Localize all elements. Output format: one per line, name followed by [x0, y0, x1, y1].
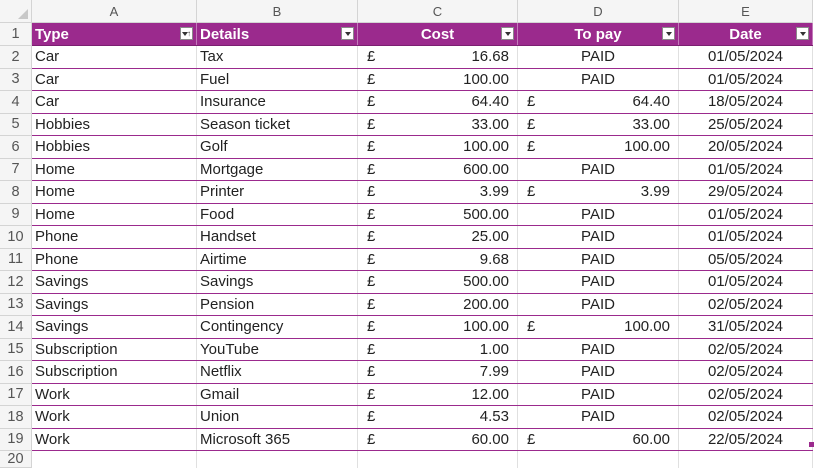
cell-type[interactable]: Car: [32, 91, 197, 114]
cost-amount: 60.00: [471, 430, 509, 448]
cost-amount: 100.00: [463, 138, 509, 155]
cell-cost[interactable]: [358, 113, 518, 136]
table-row: [0, 226, 813, 249]
empty-cell[interactable]: [32, 451, 197, 468]
currency-symbol: £: [367, 183, 376, 200]
cell-details[interactable]: Tax: [197, 46, 358, 69]
filter-arrow-icon: [800, 32, 806, 36]
row-number[interactable]: 16: [0, 361, 32, 384]
table-row: [0, 383, 813, 406]
row-number[interactable]: 4: [0, 91, 32, 114]
cell-date[interactable]: 29/05/2024: [679, 181, 813, 204]
cell-to-pay[interactable]: PAID: [518, 338, 679, 361]
currency-symbol: £: [367, 408, 376, 425]
row-number[interactable]: 12: [0, 271, 32, 294]
cell-details[interactable]: Insurance: [197, 91, 358, 114]
cell-details[interactable]: Microsoft 365: [197, 428, 358, 451]
currency-symbol: £: [527, 430, 536, 448]
column-header-d[interactable]: D: [518, 0, 679, 23]
cell-date[interactable]: 01/05/2024: [679, 46, 813, 69]
sort-ascending-icon: ↑: [187, 28, 191, 38]
cost-amount: 3.99: [479, 183, 509, 200]
currency-symbol: £: [367, 93, 376, 110]
cell-details[interactable]: Union: [197, 406, 358, 429]
cost-amount: 64.40: [471, 93, 509, 110]
cost-amount: 16.68: [471, 48, 509, 65]
table-row: [0, 316, 813, 339]
table-row: [0, 46, 813, 69]
select-all-triangle-icon: [18, 9, 28, 19]
cell-type[interactable]: Hobbies: [32, 113, 197, 136]
table-row: [0, 248, 813, 271]
cell-to-pay[interactable]: [518, 181, 679, 204]
currency-symbol: £: [367, 250, 376, 268]
cell-details[interactable]: YouTube: [197, 338, 358, 361]
cell-type[interactable]: Work: [32, 406, 197, 429]
row-number[interactable]: 20: [0, 451, 32, 468]
table-row: [0, 158, 813, 181]
cell-details[interactable]: Pension: [197, 293, 358, 316]
currency-symbol: £: [367, 48, 376, 65]
cost-amount: 1.00: [479, 340, 509, 358]
cost-amount: 4.53: [479, 408, 509, 425]
table-row: [0, 113, 813, 136]
cell-to-pay[interactable]: PAID: [518, 293, 679, 316]
cost-amount: 33.00: [471, 115, 509, 133]
row-number[interactable]: 8: [0, 181, 32, 204]
cell-details[interactable]: Fuel: [197, 68, 358, 91]
column-header-e[interactable]: E: [679, 0, 813, 23]
cost-amount: 500.00: [463, 273, 509, 290]
table-row: [0, 271, 813, 294]
cell-to-pay[interactable]: PAID: [518, 271, 679, 294]
cost-amount: 100.00: [463, 70, 509, 88]
cell-details[interactable]: Mortgage: [197, 158, 358, 181]
cost-amount: 25.00: [471, 228, 509, 245]
row-number[interactable]: 19: [0, 428, 32, 451]
row-number[interactable]: 5: [0, 113, 32, 136]
currency-symbol: £: [527, 183, 536, 200]
filter-button[interactable]: [796, 27, 809, 40]
to-pay-amount: 100.00: [624, 138, 670, 155]
filter-arrow-icon: [666, 32, 672, 36]
cell-type[interactable]: Home: [32, 181, 197, 204]
cell-to-pay[interactable]: PAID: [518, 383, 679, 406]
cell-date[interactable]: 01/05/2024: [679, 226, 813, 249]
cell-type[interactable]: Hobbies: [32, 136, 197, 159]
cell-date[interactable]: 05/05/2024: [679, 248, 813, 271]
cell-cost[interactable]: [358, 271, 518, 294]
empty-cell[interactable]: [358, 451, 518, 468]
row-number[interactable]: 7: [0, 158, 32, 181]
row-number[interactable]: 17: [0, 383, 32, 406]
cell-to-pay[interactable]: [518, 316, 679, 339]
cell-cost[interactable]: [358, 361, 518, 384]
to-pay-amount: 64.40: [632, 93, 670, 110]
cell-to-pay[interactable]: PAID: [518, 406, 679, 429]
cell-cost[interactable]: [358, 226, 518, 249]
row-number[interactable]: 2: [0, 46, 32, 69]
cell-cost[interactable]: [358, 293, 518, 316]
cell-type[interactable]: Phone: [32, 226, 197, 249]
column-header-a[interactable]: A: [32, 0, 197, 23]
to-pay-amount: 33.00: [632, 115, 670, 133]
cell-cost[interactable]: [358, 158, 518, 181]
currency-symbol: £: [527, 318, 536, 335]
row-number[interactable]: 14: [0, 316, 32, 339]
currency-symbol: £: [367, 115, 376, 133]
filter-arrow-icon: [505, 32, 511, 36]
header-type[interactable]: [32, 23, 197, 46]
cell-cost[interactable]: [358, 248, 518, 271]
cell-details[interactable]: Handset: [197, 226, 358, 249]
cell-to-pay[interactable]: [518, 136, 679, 159]
header-details-label: Details: [200, 25, 250, 43]
cell-type[interactable]: Car: [32, 68, 197, 91]
cost-amount: 500.00: [463, 205, 509, 223]
table-row: [0, 91, 813, 114]
currency-symbol: £: [527, 93, 536, 110]
currency-symbol: £: [367, 430, 376, 448]
cell-details[interactable]: Printer: [197, 181, 358, 204]
cell-cost[interactable]: [358, 181, 518, 204]
cost-amount: 12.00: [471, 385, 509, 403]
cell-type[interactable]: Phone: [32, 248, 197, 271]
cell-details[interactable]: Savings: [197, 271, 358, 294]
cell-type[interactable]: Work: [32, 383, 197, 406]
cell-date[interactable]: 22/05/2024: [679, 428, 813, 451]
currency-symbol: £: [367, 138, 376, 155]
table-row: [0, 361, 813, 384]
cell-details[interactable]: Contingency: [197, 316, 358, 339]
currency-symbol: £: [367, 70, 376, 88]
cell-details[interactable]: Netflix: [197, 361, 358, 384]
row-number[interactable]: 10: [0, 226, 32, 249]
to-pay-amount: 100.00: [624, 318, 670, 335]
cell-date[interactable]: 01/05/2024: [679, 68, 813, 91]
column-header-row: [0, 0, 813, 23]
cost-amount: 200.00: [463, 295, 509, 313]
cost-amount: 7.99: [479, 363, 509, 380]
sort-filter-button[interactable]: [180, 27, 193, 40]
cell-date[interactable]: 25/05/2024: [679, 113, 813, 136]
cell-cost[interactable]: [358, 68, 518, 91]
filter-button[interactable]: [341, 27, 354, 40]
cell-date[interactable]: 01/05/2024: [679, 158, 813, 181]
cell-to-pay[interactable]: PAID: [518, 68, 679, 91]
cell-date[interactable]: 02/05/2024: [679, 383, 813, 406]
currency-symbol: £: [367, 228, 376, 245]
cell-cost[interactable]: [358, 406, 518, 429]
currency-symbol: £: [367, 363, 376, 380]
cell-cost[interactable]: [358, 46, 518, 69]
row-number[interactable]: 6: [0, 136, 32, 159]
select-all-corner[interactable]: [0, 0, 32, 23]
cell-cost[interactable]: [358, 428, 518, 451]
header-cost-label: Cost: [420, 25, 455, 43]
currency-symbol: £: [367, 273, 376, 290]
cell-cost[interactable]: [358, 91, 518, 114]
header-type-label: Type: [35, 25, 69, 43]
currency-symbol: £: [367, 295, 376, 313]
cell-to-pay[interactable]: PAID: [518, 158, 679, 181]
cell-type[interactable]: Savings: [32, 271, 197, 294]
cell-to-pay[interactable]: PAID: [518, 248, 679, 271]
header-date[interactable]: [679, 23, 813, 46]
filter-button[interactable]: [501, 27, 514, 40]
cost-amount: 100.00: [463, 318, 509, 335]
cell-date[interactable]: 01/05/2024: [679, 271, 813, 294]
cell-to-pay[interactable]: PAID: [518, 361, 679, 384]
cell-details[interactable]: Gmail: [197, 383, 358, 406]
currency-symbol: £: [367, 385, 376, 403]
to-pay-amount: 60.00: [632, 430, 670, 448]
cell-cost[interactable]: [358, 383, 518, 406]
cell-type[interactable]: Savings: [32, 293, 197, 316]
header-date-label: Date: [729, 25, 762, 43]
cell-to-pay[interactable]: PAID: [518, 203, 679, 226]
row-number[interactable]: 11: [0, 248, 32, 271]
cell-date[interactable]: 20/05/2024: [679, 136, 813, 159]
table-row: [0, 181, 813, 204]
cell-cost[interactable]: [358, 338, 518, 361]
row-number[interactable]: 3: [0, 68, 32, 91]
table-row: [0, 451, 813, 468]
column-header-c[interactable]: C: [358, 0, 518, 23]
cell-date[interactable]: 18/05/2024: [679, 91, 813, 114]
currency-symbol: £: [367, 205, 376, 223]
cell-type[interactable]: Savings: [32, 316, 197, 339]
currency-symbol: £: [367, 318, 376, 335]
currency-symbol: £: [527, 138, 536, 155]
currency-symbol: £: [367, 160, 376, 178]
cell-details[interactable]: Season ticket: [197, 113, 358, 136]
cell-date[interactable]: 01/05/2024: [679, 203, 813, 226]
cell-type[interactable]: Home: [32, 158, 197, 181]
row-number[interactable]: 15: [0, 338, 32, 361]
header-cost[interactable]: [358, 23, 518, 46]
cell-to-pay[interactable]: [518, 91, 679, 114]
cell-to-pay[interactable]: PAID: [518, 46, 679, 69]
cost-amount: 9.68: [479, 250, 509, 268]
row-number[interactable]: 18: [0, 406, 32, 429]
empty-cell[interactable]: [679, 451, 813, 468]
row-number[interactable]: 9: [0, 203, 32, 226]
table-row: [0, 68, 813, 91]
cell-to-pay[interactable]: [518, 428, 679, 451]
currency-symbol: £: [367, 340, 376, 358]
cell-cost[interactable]: [358, 316, 518, 339]
column-header-b[interactable]: B: [197, 0, 358, 23]
cell-type[interactable]: Subscription: [32, 361, 197, 384]
table-row: [0, 338, 813, 361]
cell-to-pay[interactable]: PAID: [518, 226, 679, 249]
cell-date[interactable]: 02/05/2024: [679, 406, 813, 429]
currency-symbol: £: [527, 115, 536, 133]
table-header-row: [0, 23, 813, 46]
cell-details[interactable]: Golf: [197, 136, 358, 159]
cell-details[interactable]: Food: [197, 203, 358, 226]
row-number[interactable]: 1: [0, 23, 32, 46]
table-row: [0, 428, 813, 451]
filter-button[interactable]: [662, 27, 675, 40]
row-number[interactable]: 13: [0, 293, 32, 316]
header-to-pay[interactable]: [518, 23, 679, 46]
cell-type[interactable]: Home: [32, 203, 197, 226]
cell-type[interactable]: Subscription: [32, 338, 197, 361]
table-row: [0, 136, 813, 159]
table-row: [0, 203, 813, 226]
table-row: [0, 406, 813, 429]
cell-type[interactable]: Car: [32, 46, 197, 69]
header-details[interactable]: [197, 23, 358, 46]
cell-details[interactable]: Airtime: [197, 248, 358, 271]
empty-cell[interactable]: [197, 451, 358, 468]
cost-amount: 600.00: [463, 160, 509, 178]
fill-handle[interactable]: [809, 442, 814, 447]
cell-to-pay[interactable]: [518, 113, 679, 136]
cell-date[interactable]: 02/05/2024: [679, 293, 813, 316]
cell-cost[interactable]: [358, 136, 518, 159]
filter-arrow-icon: [345, 32, 351, 36]
table-row: [0, 293, 813, 316]
cell-date[interactable]: 02/05/2024: [679, 361, 813, 384]
to-pay-amount: 3.99: [640, 183, 670, 200]
empty-cell[interactable]: [518, 451, 679, 468]
cell-date[interactable]: 31/05/2024: [679, 316, 813, 339]
header-to-pay-label: To pay: [574, 25, 622, 43]
cell-type[interactable]: Work: [32, 428, 197, 451]
cell-date[interactable]: 02/05/2024: [679, 338, 813, 361]
cell-cost[interactable]: [358, 203, 518, 226]
